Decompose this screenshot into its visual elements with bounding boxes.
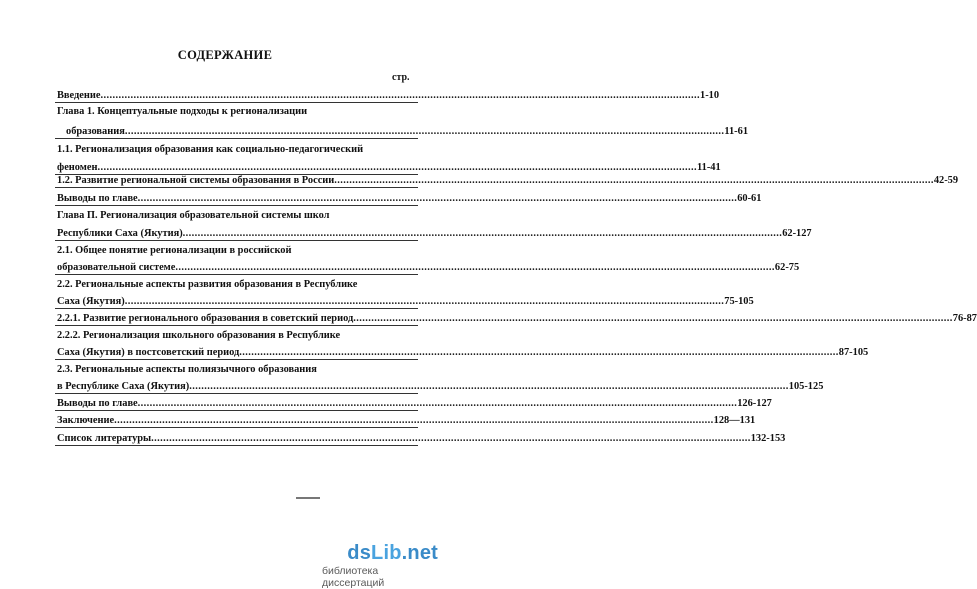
toc-entry bbox=[57, 279, 432, 291]
watermark-logo: dsLib.net bbox=[347, 542, 438, 564]
toc-entry-page: 128—131 bbox=[713, 415, 756, 426]
dot-leader: ........................................................................................................................................................................................................ bbox=[100, 90, 701, 101]
dot-leader: ........................................................................................................................................................................................................ bbox=[124, 126, 725, 137]
toc-entry-page: 76-87 bbox=[952, 313, 977, 324]
underline-rule bbox=[55, 445, 418, 446]
toc-entry-title: 2.1. Общее понятие регионализации в российской bbox=[57, 245, 292, 256]
toc-entry bbox=[57, 347, 869, 359]
toc-entry bbox=[57, 175, 959, 187]
toc-entry-title: Глава П. Регионализация образовательной системы школ bbox=[57, 210, 330, 221]
dot-leader: ........................................................................................................................................................................................................ bbox=[97, 162, 697, 173]
page-title: СОДЕРЖАНИЕ bbox=[177, 48, 273, 62]
toc-entry bbox=[57, 364, 432, 376]
toc-entry bbox=[57, 90, 720, 102]
toc-entry bbox=[57, 262, 800, 274]
toc-entry-title: образования bbox=[66, 126, 125, 137]
toc-entry bbox=[57, 193, 762, 205]
toc-entry-title: Выводы по главе bbox=[57, 398, 138, 409]
toc-entry-title: 1.2. Развитие региональной системы образования в России bbox=[57, 175, 335, 186]
toc-entry-title: 2.2.2. Регионализация школьного образования в Республике bbox=[57, 330, 341, 341]
dot-leader: ........................................................................................................................................................................................................ bbox=[175, 262, 775, 273]
toc-entry bbox=[57, 210, 432, 222]
underline-rule bbox=[55, 325, 418, 326]
toc-entry-page: 126-127 bbox=[737, 398, 772, 409]
toc-entry bbox=[66, 126, 749, 138]
toc-entry bbox=[57, 144, 432, 156]
dot-leader: ........................................................................................................................................................................................................ bbox=[114, 415, 714, 426]
toc-entry-title: Введение bbox=[57, 90, 101, 101]
toc-entry bbox=[57, 313, 977, 325]
toc-entry-page: 132-153 bbox=[750, 433, 786, 444]
toc-entry-title: 2.2. Региональные аспекты развития образования в Республике bbox=[57, 279, 358, 290]
toc-entry-page: 62-127 bbox=[782, 228, 812, 239]
toc-entry-title: образовательной системе bbox=[57, 262, 176, 273]
scan-mark bbox=[296, 497, 320, 499]
toc-entry-page: 75-105 bbox=[724, 296, 754, 307]
toc-entry bbox=[57, 245, 432, 257]
underline-rule bbox=[55, 205, 418, 206]
toc-entry bbox=[57, 433, 786, 445]
underline-rule bbox=[55, 240, 418, 241]
toc-entry-title: Глава 1. Концептуальные подходы к регионализации bbox=[57, 106, 308, 117]
dot-leader: ........................................................................................................................................................................................................ bbox=[182, 228, 783, 239]
toc-entry-title: Заключение bbox=[57, 415, 115, 426]
toc-entry bbox=[57, 162, 721, 174]
dot-leader: ........................................................................................................................................................................................................ bbox=[189, 381, 789, 392]
underline-rule bbox=[55, 359, 418, 360]
underline-rule bbox=[55, 308, 418, 309]
toc-entry-page: 60-61 bbox=[737, 193, 762, 204]
toc-entry bbox=[57, 228, 812, 240]
toc-entry-title: Список литературы bbox=[57, 433, 152, 444]
toc-entry-page: 11-61 bbox=[724, 126, 749, 137]
toc-entry bbox=[57, 381, 824, 393]
toc-entry-title: 1.1. Регионализация образования как социально-педагогический bbox=[57, 144, 364, 155]
dot-leader: ........................................................................................................................................................................................................ bbox=[151, 433, 751, 444]
toc-entry-page: 62-75 bbox=[774, 262, 800, 273]
underline-rule bbox=[55, 393, 418, 394]
dot-leader: ........................................................................................................................................................................................................ bbox=[137, 398, 738, 409]
toc-entry bbox=[57, 398, 772, 410]
toc-entry-page: 42-59 bbox=[933, 175, 959, 186]
dot-leader: ........................................................................................................................................................................................................ bbox=[353, 313, 953, 324]
dot-leader: ........................................................................................................................................................................................................ bbox=[137, 193, 738, 204]
toc-entry-title: в Республике Саха (Якутия) bbox=[57, 381, 190, 392]
toc-entry-title: 2.3. Региональные аспекты полиязычного образования bbox=[57, 364, 317, 375]
page-column-label: стр. bbox=[392, 72, 410, 83]
toc-entry bbox=[57, 415, 756, 427]
toc-entry-page: 87-105 bbox=[838, 347, 869, 358]
toc-entry-title: Саха (Якутия) в постсоветский период bbox=[57, 347, 240, 358]
toc-entry bbox=[57, 296, 754, 308]
toc-entry-page: 1-10 bbox=[700, 90, 720, 101]
watermark-tagline: библиотека диссертаций bbox=[322, 565, 385, 589]
toc-entry-title: Республики Саха (Якутия) bbox=[57, 228, 183, 239]
underline-rule bbox=[55, 274, 418, 275]
dot-leader: ........................................................................................................................................................................................................ bbox=[124, 296, 725, 307]
underline-rule bbox=[55, 410, 418, 411]
underline-rule bbox=[55, 138, 418, 139]
dot-leader: ........................................................................................................................................................................................................ bbox=[239, 347, 839, 358]
watermark bbox=[322, 542, 444, 589]
underline-rule bbox=[55, 187, 418, 188]
toc-entry-title: Выводы по главе bbox=[57, 193, 138, 204]
toc-entry-title: Саха (Якутия) bbox=[57, 296, 125, 307]
toc-entry-page: 105-125 bbox=[788, 381, 824, 392]
toc-entry bbox=[57, 106, 432, 118]
underline-rule bbox=[55, 427, 418, 428]
toc-entry-title: феномен bbox=[57, 162, 98, 173]
dot-leader: ........................................................................................................................................................................................................ bbox=[334, 175, 934, 186]
toc-entry-page: 11-41 bbox=[697, 162, 721, 173]
toc-entry bbox=[57, 330, 432, 342]
underline-rule bbox=[55, 102, 418, 103]
toc-entry-title: 2.2.1. Развитие регионального образования в советский период bbox=[57, 313, 354, 324]
